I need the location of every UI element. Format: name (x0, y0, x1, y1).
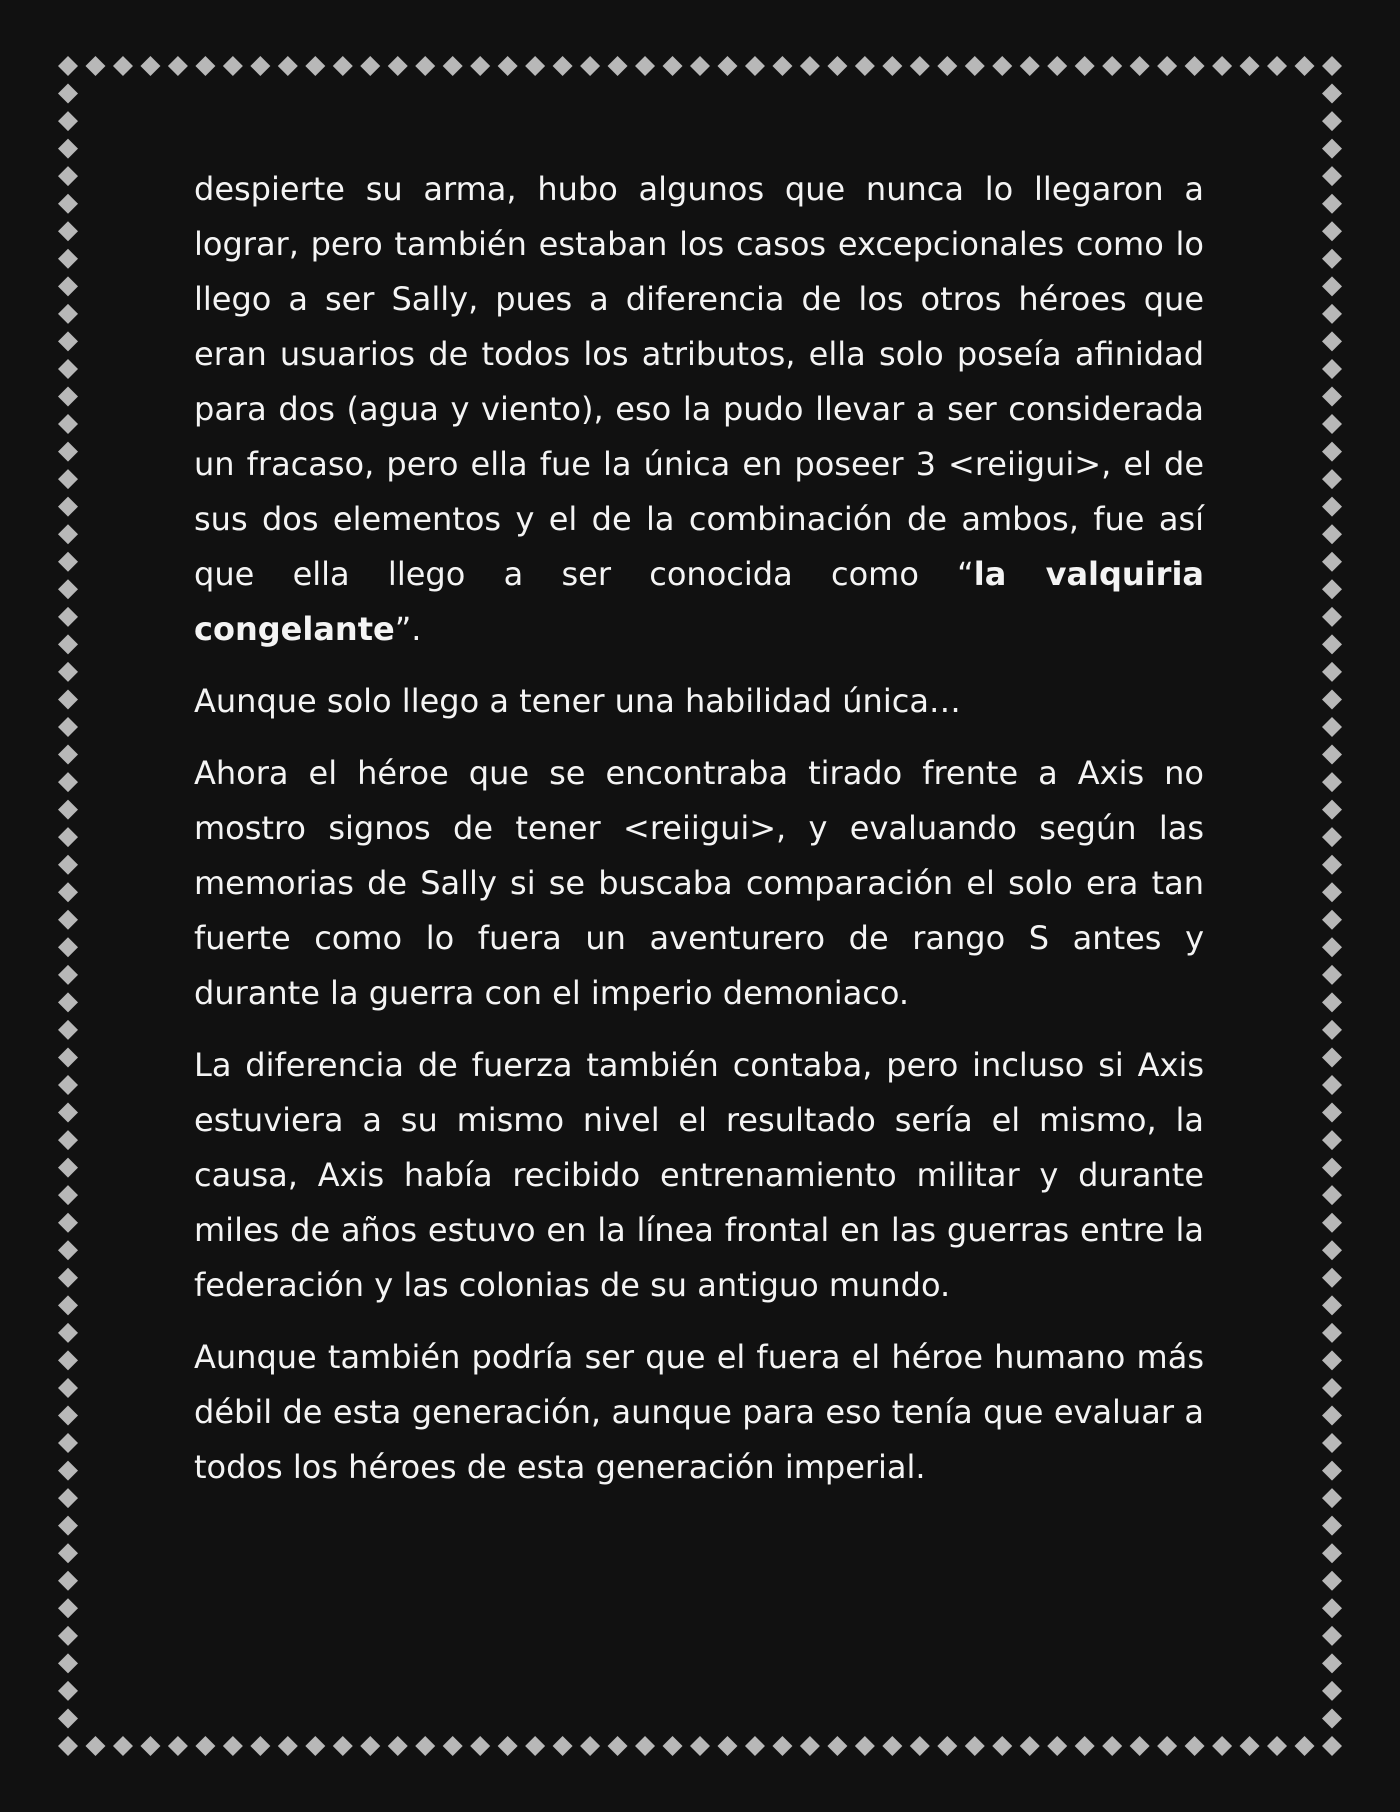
border-diamond (992, 1736, 1012, 1756)
border-diamond (498, 56, 518, 76)
border-diamond (1212, 56, 1232, 76)
border-diamond (1322, 56, 1342, 76)
border-diamond (1322, 855, 1342, 875)
border-diamond (470, 1736, 490, 1756)
border-diamond (58, 139, 78, 159)
border-diamond (195, 1736, 215, 1756)
border-diamond (195, 56, 215, 76)
border-diamond (58, 1020, 78, 1040)
border-diamond (388, 1736, 408, 1756)
border-diamond (1322, 1130, 1342, 1150)
border-diamond (1322, 386, 1342, 406)
border-diamond (553, 56, 573, 76)
border-diamond (1322, 1158, 1342, 1178)
border-diamond (415, 56, 435, 76)
border-diamond (1322, 414, 1342, 434)
border-diamond (1322, 1378, 1342, 1398)
border-diamond (278, 1736, 298, 1756)
border-diamond (937, 56, 957, 76)
border-diamond (1295, 1736, 1315, 1756)
border-diamond (1130, 1736, 1150, 1756)
border-diamond (1322, 1626, 1342, 1646)
border-diamond (58, 1240, 78, 1260)
border-diamond (1322, 965, 1342, 985)
border-diamond (1047, 1736, 1067, 1756)
border-diamond (58, 772, 78, 792)
border-diamond (58, 965, 78, 985)
border-diamond (58, 1736, 78, 1756)
border-diamond (910, 1736, 930, 1756)
border-diamond (85, 56, 105, 76)
border-diamond (580, 56, 600, 76)
border-diamond (745, 56, 765, 76)
border-diamond (1322, 1240, 1342, 1260)
border-diamond (58, 1626, 78, 1646)
border-diamond (1322, 552, 1342, 572)
border-diamond (1322, 772, 1342, 792)
border-diamond (58, 1213, 78, 1233)
border-diamond (1322, 1653, 1342, 1673)
border-diamond (1322, 1516, 1342, 1536)
border-diamond (882, 56, 902, 76)
border-diamond (1322, 634, 1342, 654)
border-diamond (1102, 1736, 1122, 1756)
border-diamond (745, 1736, 765, 1756)
border-diamond (278, 56, 298, 76)
border-diamond (58, 662, 78, 682)
border-diamond (58, 1488, 78, 1508)
border-diamond (58, 1461, 78, 1481)
border-diamond (58, 1323, 78, 1343)
border-diamond (1322, 469, 1342, 489)
border-diamond (305, 1736, 325, 1756)
border-diamond (58, 910, 78, 930)
border-diamond (58, 414, 78, 434)
border-diamond (250, 1736, 270, 1756)
border-diamond (1322, 992, 1342, 1012)
paragraph-3: Ahora el héroe que se encontraba tirado frente a Axis no mostro signos de tener <reiigui>, y evaluando según las memorias de Sally si se buscaba comparación el solo era tan fuerte como lo fuera un aventurero de rango S antes y durante la guerra con el imperio demoniaco. (194, 754, 1204, 1012)
border-diamond (360, 56, 380, 76)
border-diamond (1020, 56, 1040, 76)
border-diamond (800, 56, 820, 76)
border-diamond (58, 1047, 78, 1067)
paragraph-1: despierte su arma, hubo algunos que nunca lo llegaron a lograr, pero también estaban los casos excepcionales como lo llego a ser Sally, pues a diferencia de los otros héroes que eran usuarios de todos los atributos, ella solo poseía afinidad para dos (agua y viento), eso la pudo llevar a ser considerada un fracaso, pero ella fue la única en poseer 3 <reiigui>, el de sus dos elementos y el de la combinación de ambos, fue así que ella llego a ser conocida como “la valquiria congelante”. (194, 170, 1205, 648)
border-diamond (1322, 1406, 1342, 1426)
border-diamond (1322, 1681, 1342, 1701)
border-diamond (1322, 1488, 1342, 1508)
document-body (194, 162, 1204, 1512)
border-diamond (1322, 442, 1342, 462)
border-diamond (58, 992, 78, 1012)
border-diamond (772, 56, 792, 76)
border-diamond (1322, 1295, 1342, 1315)
border-diamond (498, 1736, 518, 1756)
border-diamond (1322, 1323, 1342, 1343)
border-diamond (140, 1736, 160, 1756)
border-diamond (58, 331, 78, 351)
border-diamond (1240, 56, 1260, 76)
border-diamond (85, 1736, 105, 1756)
border-diamond (140, 56, 160, 76)
border-diamond (58, 56, 78, 76)
border-diamond (58, 84, 78, 104)
border-diamond (360, 1736, 380, 1756)
border-diamond (58, 469, 78, 489)
border-diamond (443, 1736, 463, 1756)
border-diamond (58, 1130, 78, 1150)
border-diamond (58, 1350, 78, 1370)
border-diamond (58, 304, 78, 324)
border-diamond (1047, 56, 1067, 76)
border-diamond (58, 607, 78, 627)
border-diamond (525, 1736, 545, 1756)
border-diamond (525, 56, 545, 76)
border-diamond (1322, 194, 1342, 214)
paragraph-5: Aunque también podría ser que el fuera el héroe humano más débil de esta generación, aunque para eso tenía que evaluar a todos los héroes de esta generación imperial. (194, 1338, 1204, 1486)
border-diamond (690, 1736, 710, 1756)
border-diamond (58, 689, 78, 709)
border-diamond (1102, 56, 1122, 76)
border-diamond (1322, 910, 1342, 930)
border-diamond (58, 579, 78, 599)
border-diamond (58, 276, 78, 296)
border-diamond (1322, 139, 1342, 159)
border-diamond (1322, 717, 1342, 737)
border-diamond (58, 497, 78, 517)
border-diamond (58, 442, 78, 462)
border-diamond (113, 1736, 133, 1756)
border-diamond (1322, 937, 1342, 957)
border-diamond (223, 56, 243, 76)
border-diamond (1322, 882, 1342, 902)
border-diamond (305, 56, 325, 76)
border-diamond (58, 1406, 78, 1426)
border-diamond (58, 1516, 78, 1536)
border-diamond (690, 56, 710, 76)
border-diamond (1322, 1571, 1342, 1591)
bold-phrase: la valquiria congelante (194, 555, 1205, 648)
border-diamond (58, 194, 78, 214)
border-diamond (58, 1653, 78, 1673)
border-diamond (58, 634, 78, 654)
border-diamond (1322, 276, 1342, 296)
border-diamond (717, 56, 737, 76)
border-diamond (992, 56, 1012, 76)
border-diamond (1322, 607, 1342, 627)
border-diamond (113, 56, 133, 76)
border-diamond (800, 1736, 820, 1756)
border-diamond (855, 56, 875, 76)
border-diamond (1267, 1736, 1287, 1756)
border-diamond (1240, 1736, 1260, 1756)
border-diamond (580, 1736, 600, 1756)
border-diamond (827, 1736, 847, 1756)
border-diamond (58, 745, 78, 765)
border-diamond (635, 1736, 655, 1756)
border-diamond (1322, 524, 1342, 544)
border-diamond (58, 1075, 78, 1095)
border-diamond (58, 524, 78, 544)
border-diamond (58, 166, 78, 186)
border-diamond (1322, 1350, 1342, 1370)
border-diamond (1020, 1736, 1040, 1756)
border-diamond (58, 717, 78, 737)
border-diamond (58, 1708, 78, 1728)
border-diamond (58, 800, 78, 820)
border-diamond (415, 1736, 435, 1756)
border-diamond (1322, 304, 1342, 324)
border-diamond (58, 1433, 78, 1453)
border-diamond (58, 221, 78, 241)
border-diamond (58, 827, 78, 847)
border-diamond (1185, 1736, 1205, 1756)
border-diamond (965, 1736, 985, 1756)
border-diamond (58, 359, 78, 379)
border-diamond (1267, 56, 1287, 76)
border-diamond (663, 1736, 683, 1756)
border-diamond (58, 111, 78, 131)
border-diamond (223, 1736, 243, 1756)
border-diamond (1322, 689, 1342, 709)
border-diamond (1322, 166, 1342, 186)
border-diamond (333, 56, 353, 76)
border-diamond (1322, 221, 1342, 241)
border-diamond (1322, 745, 1342, 765)
border-diamond (58, 855, 78, 875)
border-diamond (1185, 56, 1205, 76)
border-diamond (1322, 1433, 1342, 1453)
border-diamond (1322, 111, 1342, 131)
border-diamond (58, 1681, 78, 1701)
border-diamond (58, 1378, 78, 1398)
border-diamond (1157, 1736, 1177, 1756)
border-diamond (58, 1295, 78, 1315)
border-diamond (772, 1736, 792, 1756)
border-diamond (553, 1736, 573, 1756)
border-diamond (58, 1268, 78, 1288)
border-diamond (58, 1103, 78, 1123)
border-diamond (58, 1158, 78, 1178)
border-diamond (855, 1736, 875, 1756)
border-diamond (1157, 56, 1177, 76)
border-diamond (388, 56, 408, 76)
border-diamond (58, 552, 78, 572)
border-diamond (1295, 56, 1315, 76)
border-diamond (1322, 1020, 1342, 1040)
border-diamond (1322, 662, 1342, 682)
border-diamond (168, 1736, 188, 1756)
border-diamond (1322, 1075, 1342, 1095)
border-diamond (1322, 1598, 1342, 1618)
border-diamond (1322, 1185, 1342, 1205)
border-diamond (827, 56, 847, 76)
border-diamond (1322, 1268, 1342, 1288)
border-diamond (250, 56, 270, 76)
border-diamond (58, 1571, 78, 1591)
border-diamond (910, 56, 930, 76)
border-diamond (58, 1185, 78, 1205)
border-diamond (58, 386, 78, 406)
border-diamond (1322, 331, 1342, 351)
border-diamond (965, 56, 985, 76)
border-diamond (333, 1736, 353, 1756)
border-diamond (1322, 1543, 1342, 1563)
border-diamond (1322, 1213, 1342, 1233)
border-diamond (1322, 1708, 1342, 1728)
border-diamond (1322, 84, 1342, 104)
border-diamond (1322, 1047, 1342, 1067)
border-diamond (717, 1736, 737, 1756)
border-diamond (1130, 56, 1150, 76)
border-diamond (1075, 1736, 1095, 1756)
border-diamond (937, 1736, 957, 1756)
border-diamond (608, 56, 628, 76)
border-diamond (608, 1736, 628, 1756)
border-diamond (1322, 1103, 1342, 1123)
border-diamond (635, 56, 655, 76)
border-diamond (1322, 1461, 1342, 1481)
border-diamond (58, 249, 78, 269)
border-diamond (58, 937, 78, 957)
border-diamond (1322, 497, 1342, 517)
paragraph-2: Aunque solo llego a tener una habilidad única… (194, 682, 961, 720)
border-diamond (58, 1543, 78, 1563)
border-diamond (1322, 800, 1342, 820)
paragraph-4: La diferencia de fuerza también contaba, pero incluso si Axis estuviera a su mismo nivel el resultado sería el mismo, la causa, Axis había recibido entrenamiento militar y durante miles de años estuvo en la línea frontal en las guerras entre la federación y las colonias de su antiguo mundo. (194, 1046, 1204, 1304)
border-diamond (1212, 1736, 1232, 1756)
border-diamond (882, 1736, 902, 1756)
border-diamond (1075, 56, 1095, 76)
border-diamond (663, 56, 683, 76)
border-diamond (1322, 359, 1342, 379)
border-diamond (1322, 249, 1342, 269)
border-diamond (1322, 1736, 1342, 1756)
border-diamond (443, 56, 463, 76)
border-diamond (168, 56, 188, 76)
border-diamond (1322, 579, 1342, 599)
border-diamond (58, 1598, 78, 1618)
border-diamond (1322, 827, 1342, 847)
border-diamond (58, 882, 78, 902)
border-diamond (470, 56, 490, 76)
